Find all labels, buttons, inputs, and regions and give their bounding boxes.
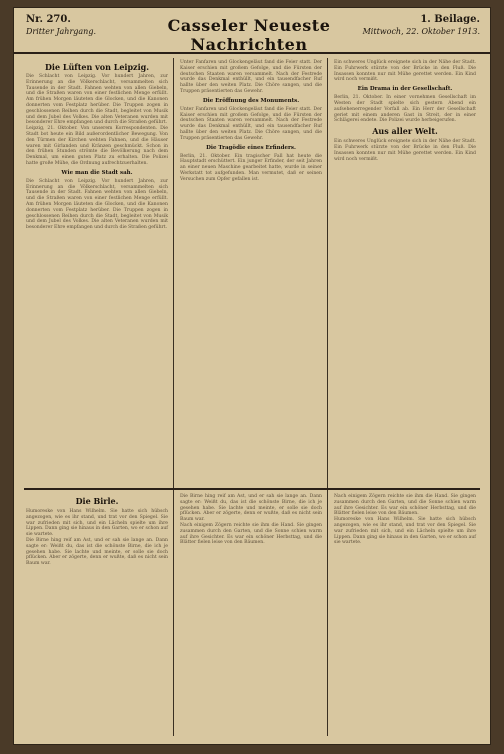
article-subheading: Die Tragödie eines Erfinders. [206,144,296,151]
column-2 [180,60,322,468]
feuilleton-column-1 [26,494,168,736]
article-body: Berlin, 21. Oktober. Ein tragischer Fall hat heute die Hauptstadt erschüttert. Ein junger Erfinder, der seit Jahren an einer neuen Maschine gearbeitet hatte, wurde in seiner Werkstatt tot aufgefunden. Man vermutet, daß er seinen Versuchen zum Opfer gefallen ist. [180,153,322,182]
article-subheading: Wie man die Stadt sah. [61,169,133,176]
story-body: Nach einigem Zögern reichte sie ihm die Hand. Sie gingen zusammen durch den Garten, und die Sonne schien warm auf ihre Gesichter. Es war ein schöner Herbsttag, und die Blätter fielen leise von den Bäumen. [180,522,322,546]
issue-info [26,14,96,38]
issue-number: Nr. 270. [26,14,71,25]
article-heading: Die Lüften von Leipzig. [44,62,149,72]
edition-info [363,14,480,38]
date-label: Mittwoch, 22. Oktober 1913. [362,27,480,36]
article-body: Ein schweres Unglück ereignete sich in der Nähe der Stadt. Ein Fuhrwerk stürzte von der Brücke in den Fluß. Die Insassen konnten nur mit Mühe gerettet werden. Ein Kind wird noch vermißt. [334,139,476,162]
article-body: Leipzig, 21. Oktober. Von unserem Korrespondenten. Die Stadt bot heute ein Bild außerordentlicher Bewegung. Von den Türmen der Kirchen wehten Fahnen, und die Häuser waren mit Girlanden und Kränzen geschmückt. Schon in den frühen Stunden strömte die Bevölkerung nach dem Denkmal, um einen guten Platz zu erhalten. Die Polizei hatte große Mühe, die Ordnung aufrechtzuerhalten. [26,126,168,166]
article-body: Die Schlacht von Leipzig. Vor hundert Jahren, zur Erinnerung an die Völkerschlacht, versammelten sich Tausende in der Stadt. Fahnen wehten von allen Giebeln, und die Straßen waren von einer festlichen Menge erfüllt. Am frühen Morgen läuteten die Glocken, und die Kanonen donnerten vom Festplatz herüber. Die Truppen zogen in geschlossenen Reihen durch die Stadt, begleitet von Musik und dem Jubel des Volkes. Die alten Veteranen wurden mit besonderer Ehre empfangen und durch die Straßen geführt. [26,74,168,126]
newspaper-title: Casseler Neueste Nachrichten [167,16,331,54]
article-heading: Ein Drama in der Gesellschaft. [357,86,453,93]
newspaper-page [14,8,490,744]
feuilleton-divider [24,488,480,490]
article-body: Unter Fanfaren und Glockengeläut fand die Feier statt. Der Kaiser erschien mit großem Gefolge, und die Fürsten der deutschen Staaten waren versammelt. Nach der Festrede wurde das Denkmal enthüllt, und ein tausendfacher Ruf hallte über den weiten Platz. Die Chöre sangen, und die Truppen präsentierten das Gewehr. [180,60,322,94]
story-body: Nach einigem Zögern reichte sie ihm die Hand. Sie gingen zusammen durch den Garten, und die Sonne schien warm auf ihre Gesichter. Es war ein schöner Herbsttag, und die Blätter fielen leise von den Bäumen. [334,494,476,517]
masthead [14,8,490,54]
story-body: Humoreske von Hans Wilhelm. Sie hatte sich hübsch angezogen, wie es ihr stand, und trat vor den Spiegel. Sie war zufrieden mit sich, und ein Lächeln spielte um ihre Lippen. Dann ging sie hinaus in den Garten, wo er schon auf sie wartete. [26,509,168,538]
feuilleton-column-2 [180,494,322,736]
article-body: Berlin, 21. Oktober. In einer vornehmen Gesellschaft im Westen der Stadt spielte sich gestern Abend ein aufsehenerregender Vorfall ab. Ein Herr der Gesellschaft geriet mit einem anderen Gast in Streit, der in einer Schlägerei endete. Die Polizei wurde herbeigerufen. [334,95,476,124]
story-body: Humoreske von Hans Wilhelm. Sie hatte sich hübsch angezogen, wie es ihr stand, und trat vor den Spiegel. Sie war zufrieden mit sich, und ein Lächeln spielte um ihre Lippen. Dann ging sie hinaus in den Garten, wo er schon auf sie wartete. [334,517,476,546]
article-body: Die Schlacht von Leipzig. Vor hundert Jahren, zur Erinnerung an die Völkerschlacht, versammelten sich Tausende in der Stadt. Fahnen wehten von allen Giebeln, und die Straßen waren von einer festlichen Menge erfüllt. Am frühen Morgen läuteten die Glocken, und die Kanonen donnerten vom Festplatz herüber. Die Truppen zogen in geschlossenen Reihen durch die Stadt, begleitet von Musik und dem Jubel des Volkes. Die alten Veteranen wurden mit besonderer Ehre empfangen und durch die Straßen geführt. [26,178,168,231]
feuilleton-column-3 [334,494,476,736]
story-title: Die Birle. [75,496,119,506]
story-body: Die Birne hing reif am Ast, und er sah sie lange an. Dann sagte er: Weißt du, das ist die schönste Birne, die ich je gesehen habe. Sie lachte und meinte, er solle sie doch pflücken. Aber er zögerte, denn er wußte, daß es nicht sein Baum war. [26,537,168,567]
article-body: Unter Fanfaren und Glockengeläut fand die Feier statt. Der Kaiser erschien mit großem Gefolge, und die Fürsten der deutschen Staaten waren versammelt. Nach der Festrede wurde das Denkmal enthüllt, und ein tausendfacher Ruf hallte über den weiten Platz. Die Chöre sangen, und die Truppen präsentierten das Gewehr. [180,106,322,141]
article-subheading: Die Eröffnung des Monuments. [202,97,300,104]
story-body: Die Birne hing reif am Ast, und er sah sie lange an. Dann sagte er: Weißt du, das ist die schönste Birne, die ich je gesehen habe. Sie lachte und meinte, er solle sie doch pflücken. Aber er zögerte, denn er wußte, daß es nicht sein Baum war. [180,494,322,523]
column-rule [327,58,328,736]
section-heading: Aus aller Welt. [372,126,438,137]
column-rule [173,58,174,736]
supplement-label: 1. Beilage. [420,14,480,25]
column-3 [334,60,476,468]
article-body: Ein schweres Unglück ereignete sich in der Nähe der Stadt. Ein Fuhrwerk stürzte von der Brücke in den Fluß. Die Insassen konnten nur mit Mühe gerettet werden. Ein Kind wird noch vermißt. [334,60,476,83]
volume-label: Dritter Jahrgang. [26,27,96,36]
